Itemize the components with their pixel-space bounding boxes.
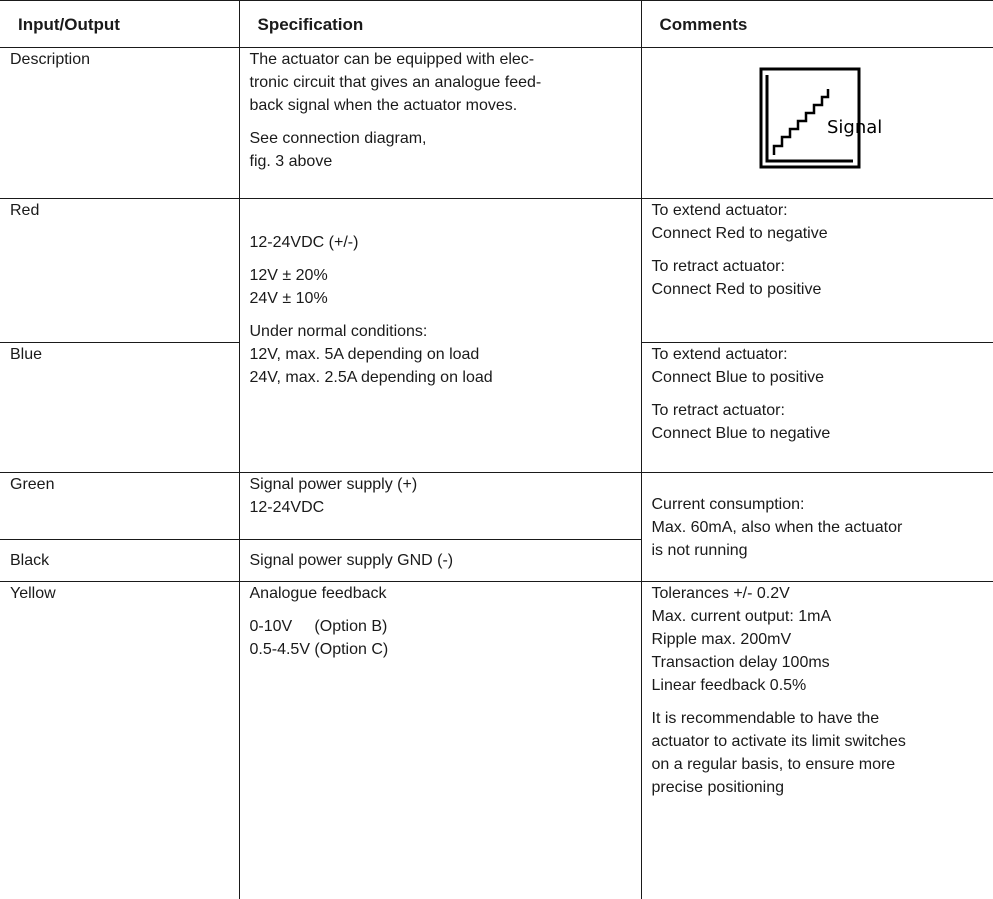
current-conditions: Under normal conditions: 12V, max. 5A depending on load 24V, max. 2.5A depending on load [249,323,493,386]
header-row [0,1,993,48]
current-consumption-note: Current consumption: Max. 60mA, also when the actuator is not running [651,495,903,559]
spec-cell-description [239,48,641,199]
row-label-green: Green [0,473,239,540]
signal-feedback-icon [747,63,887,183]
row-label-red: Red [0,199,239,343]
output-options: 0-10V (Option B) 0.5-4.5V (Option C) [249,618,389,658]
analogue-feedback-title: Analogue feedback [249,585,387,602]
comment-cell-blue [641,343,993,473]
row-label-description: Description [0,48,239,199]
limit-switch-recommendation: It is recommendable to have the actuator to activate its limit switches on a regular basis, to ensure more precise positioning [651,710,906,796]
blue-extend-note: To extend actuator: Connect Blue to positive [651,346,825,386]
comment-cell-signal-supply [641,473,993,582]
table-row-description [0,48,993,199]
spec-cell-power [239,199,641,473]
table-row-green [0,473,993,540]
red-extend-note: To extend actuator: Connect Red to negative [651,202,828,242]
row-label-blue: Blue [0,343,239,473]
blue-retract-note: To retract actuator: Connect Blue to negative [651,402,831,442]
spec-cell-yellow [239,582,641,899]
header-comments: Comments [641,1,993,48]
signal-gnd: Signal power supply GND (-) [249,552,454,569]
voltage-range: 12-24VDC (+/-) [249,234,359,251]
red-retract-note: To retract actuator: Connect Red to positive [651,258,822,298]
spec-cell-black [239,540,641,582]
table-row-yellow [0,582,993,899]
comment-cell-yellow [641,582,993,899]
comment-cell-description [641,48,993,199]
table-row-red [0,199,993,343]
row-label-yellow: Yellow [0,582,239,899]
row-label-black: Black [0,540,239,582]
feedback-characteristics: Tolerances +/- 0.2V Max. current output: 1mA Ripple max. 200mV Transaction delay 100ms Linear feedback 0.5% [651,585,832,694]
signal-label: Signal [827,117,883,138]
connection-diagram-reference: See connection diagram, fig. 3 above [249,130,427,170]
signal-power-supply: Signal power supply (+) 12-24VDC [249,476,418,516]
spec-cell-green [239,473,641,540]
voltage-tolerance: 12V ± 20% 24V ± 10% [249,267,328,307]
header-input-output: Input/Output [0,1,239,48]
description-text: The actuator can be equipped with elec- tronic circuit that gives an analogue feed- back signal when the actuator moves. [249,51,542,114]
header-specification: Specification [239,1,641,48]
comment-cell-red [641,199,993,343]
